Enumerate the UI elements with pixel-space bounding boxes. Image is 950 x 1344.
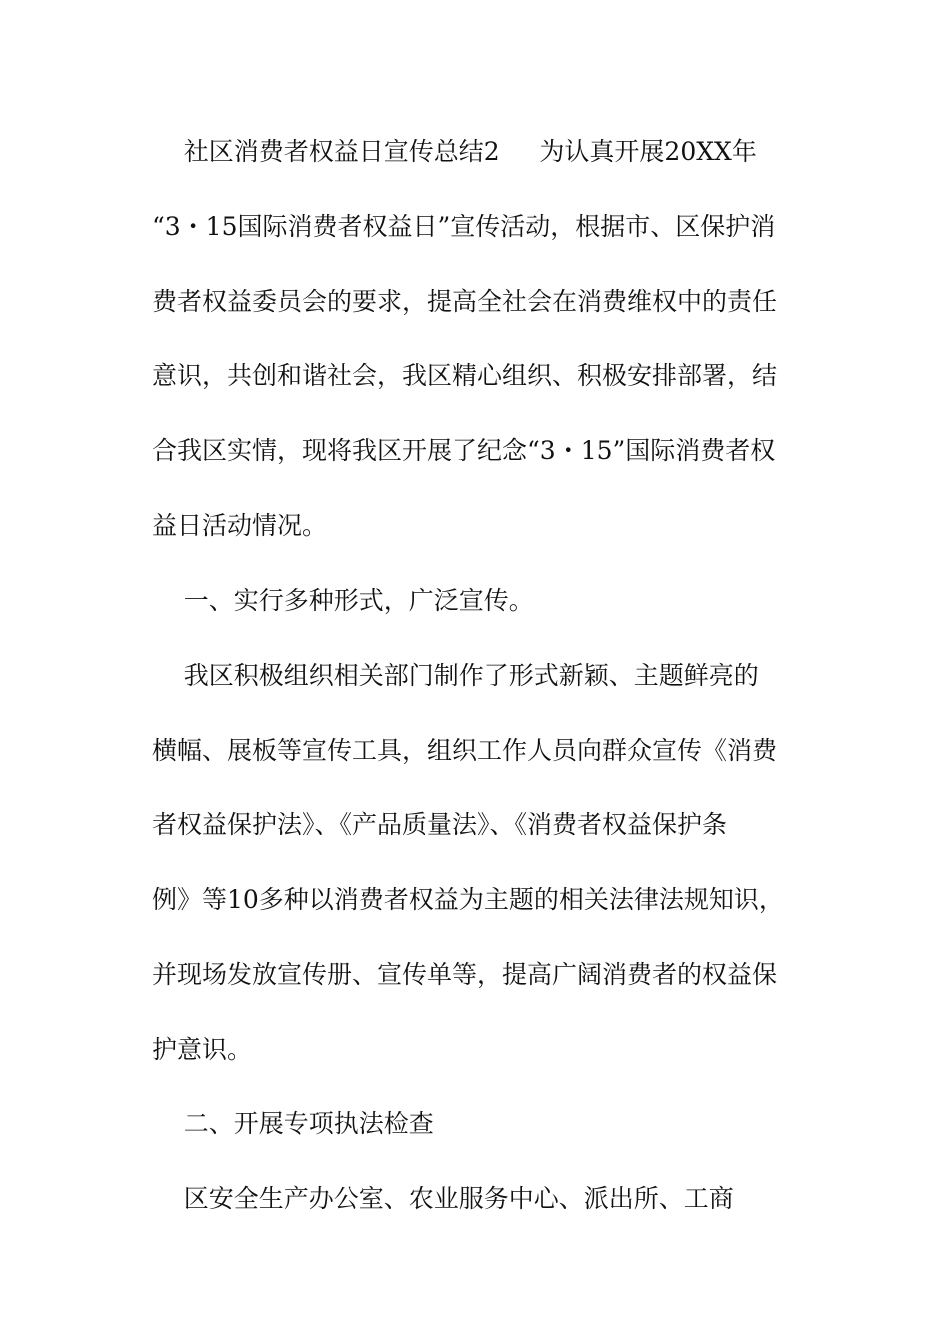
text-line: 费者权益委员会的要求，提高全社会在消费维权中的责任 [152, 287, 778, 316]
text-line: 区安全生产办公室、农业服务中心、派出所、工商 [152, 1184, 734, 1213]
text-line: 例》等10多种以消费者权益为主题的相关法律法规知识， [152, 885, 784, 914]
text-line: 社区消费者权益日宣传总结2 为认真开展20XX年 [152, 137, 757, 166]
text-line: “3・15国际消费者权益日”宣传活动，根据市、区保护消 [152, 212, 776, 241]
text-line: 护意识。 [152, 1035, 253, 1064]
text-line: 益日活动情况。 [152, 511, 328, 540]
text-line: 横幅、展板等宣传工具，组织工作人员向群众宣传《消费 [152, 736, 778, 765]
section-heading: 一、实行多种形式，广泛宣传。 [152, 586, 534, 615]
text-line: 者权益保护法》、《产品质量法》、《消费者权益保护条 [152, 810, 728, 839]
text-line: 并现场发放宣传册、宣传单等，提高广阔消费者的权益保 [152, 960, 778, 989]
text-line: 合我区实情，现将我区开展了纪念“3・15”国际消费者权 [152, 436, 776, 465]
section-heading: 二、开展专项执法检查 [152, 1109, 434, 1138]
text-line: 意识，共创和谐社会，我区精心组织、积极安排部署，结 [152, 361, 778, 390]
text-line: 我区积极组织相关部门制作了形式新颖、主题鲜亮的 [152, 661, 759, 690]
